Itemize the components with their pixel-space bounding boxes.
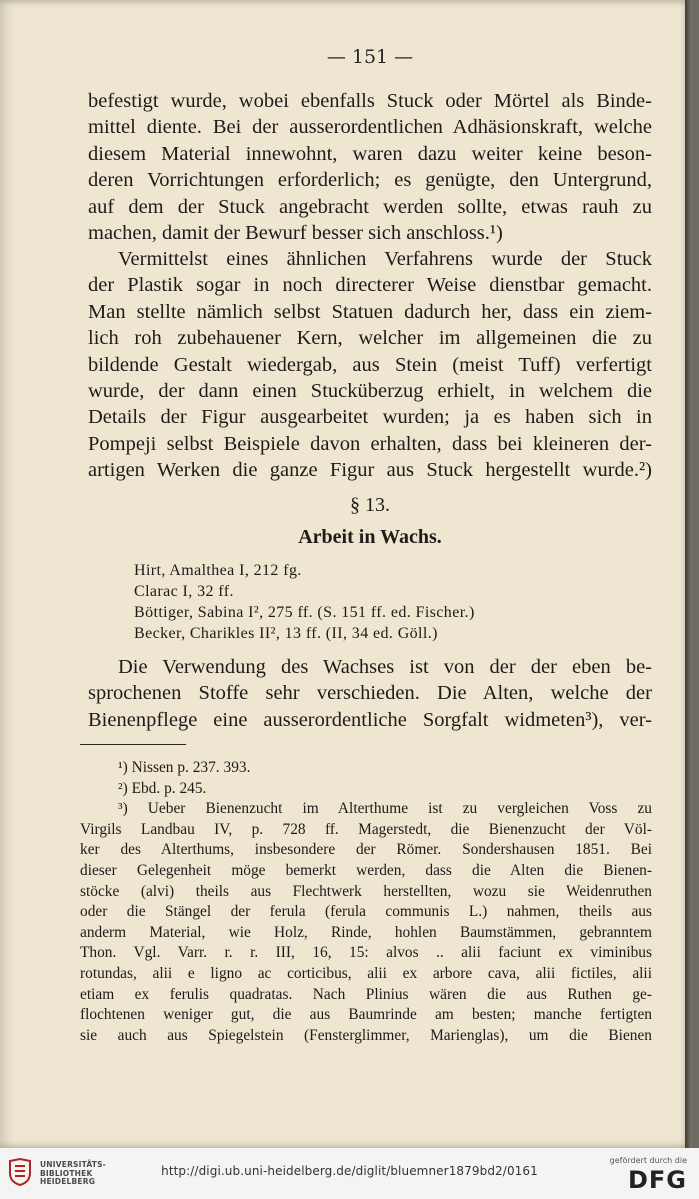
text-line: wurde, der dann einen Stucküberzug erhielt, in welchem die — [88, 380, 652, 403]
dfg-logo: DFG — [627, 1166, 687, 1194]
text-line: der Plastik sogar in noch directerer Weise dienstbar gemacht. — [88, 274, 652, 297]
footnote-3-line: rotundas, alii e ligno ac corticibus, alii ex arbore cava, alii fictiles, alii — [80, 964, 652, 982]
text-line: bildende Gestalt wiedergab, aus Stein (meist Tuff) verfertigt — [88, 353, 652, 376]
funded-by-label: gefördert durch die — [609, 1156, 687, 1165]
text-line: Details der Figur ausgearbeitet wurden; ja es haben sich in — [88, 406, 652, 429]
paragraph-2 — [88, 246, 652, 484]
text-line: machen, damit der Bewurf besser sich anschloss.¹) — [88, 222, 503, 245]
text-line: diesem Material innewohnt, waren dazu weiter keine beson- — [88, 142, 652, 165]
footnote-3-line: ker des Alterthums, insbesondere der Römer. Sondershausen 1851. Bei — [80, 841, 652, 859]
text-line: auf dem der Stuck angebracht werden sollte, etwas rauh zu — [88, 195, 652, 218]
footnote-3-line: sie auch aus Spiegelstein (Fensterglimmer, Marienglas), um die Bienen — [80, 1026, 652, 1044]
section-number: § 13. — [350, 494, 390, 516]
page-number: — 151 — — [326, 46, 414, 68]
paragraph-3 — [88, 654, 652, 733]
footnote-rule — [80, 744, 186, 745]
footnotes — [80, 758, 652, 1046]
text-line: Bienenpflege eine ausserordentliche Sorgfalt widmeten³), ver- — [88, 708, 652, 731]
references-list — [134, 560, 654, 644]
text-line: sprochenen Stoffe sehr verschieden. Die Alten, welche der — [88, 682, 652, 705]
text-line: artigen Werken die ganze Figur aus Stuck hergestellt wurde.²) — [88, 459, 652, 482]
viewer-footer — [0, 1148, 699, 1199]
library-line: BIBLIOTHEK — [40, 1168, 93, 1178]
library-line: HEIDELBERG — [40, 1177, 96, 1187]
text-line: Pompeji selbst Beispiele davon erhalten, dass bei kleineren der- — [88, 432, 652, 455]
reference-item: Böttiger, Sabina I², 275 ff. (S. 151 ff. ed. Fischer.) — [134, 604, 475, 621]
footnote-3-line: Thon. Vgl. Varr. r. r. III, 16, 15: alvos .. alii faciunt ex viminibus — [80, 944, 652, 962]
footnote-1: ¹) Nissen p. 237. 393. — [118, 759, 251, 776]
footnote-3-line: dieser Gelegenheit möge bemerkt werden, dass die Alten die Bienen- — [80, 861, 652, 879]
text-line: Vermittelst eines ähnlichen Verfahrens wurde der Stuck — [118, 248, 652, 270]
footnote-3-line: stöcke (alvi) theils aus Flechtwerk herstellten, wozu sie Weidenruthen — [80, 882, 652, 900]
page-edge — [685, 0, 692, 1148]
text-line: Die Verwendung des Wachses ist von der der eben be- — [118, 656, 652, 678]
footnote-3-line: oder die Stängel der ferula (ferula communis L.) nahmen, theils aus — [80, 903, 652, 921]
reference-item: Becker, Charikles II², 13 ff. (II, 34 ed. Göll.) — [134, 625, 438, 642]
section-title: Arbeit in Wachs. — [298, 526, 442, 548]
footnote-3-line: Virgils Landbau IV, p. 728 ff. Magerstedt, die Bienenzucht der Völ- — [80, 820, 652, 838]
text-line: mittel diente. Bei der ausserordentlichen Adhäsionskraft, welche — [88, 116, 652, 139]
footnote-3-line: etiam ex ferulis quadratas. Nach Plinius wären die aus Ruthen ge- — [80, 985, 652, 1003]
reference-item: Clarac I, 32 ff. — [134, 583, 234, 600]
text-line: befestigt wurde, wobei ebenfalls Stuck oder Mörtel als Binde- — [88, 90, 652, 112]
footnote-2: ²) Ebd. p. 245. — [118, 779, 207, 797]
footnote-3-line: ³) Ueber Bienenzucht im Alterthume ist zu vergleichen Voss zu — [118, 800, 652, 818]
footnote-3-line: anderm Material, wie Holz, Rinde, hohlen Baumstämmen, gebranntem — [80, 923, 652, 941]
library-line: UNIVERSITÄTS- — [40, 1160, 107, 1169]
reference-item: Hirt, Amalthea I, 212 fg. — [134, 562, 302, 579]
text-line: Man stellte nämlich selbst Statuen dadurch her, dass ein ziem- — [88, 300, 652, 323]
text-line: lich roh zubehauener Kern, welcher im allgemeinen die zu — [88, 327, 652, 350]
footnote-3-line: flochtenen weniger gut, die aus Baumrinde am besten; manche fertigten — [80, 1006, 652, 1024]
permalink-url[interactable]: http://digi.ub.uni-heidelberg.de/diglit/bluemner1879bd2/0161 — [161, 1164, 538, 1178]
text-line: deren Vorrichtungen erforderlich; es genügte, den Untergrund, — [88, 169, 652, 192]
paragraph-1 — [88, 88, 652, 246]
